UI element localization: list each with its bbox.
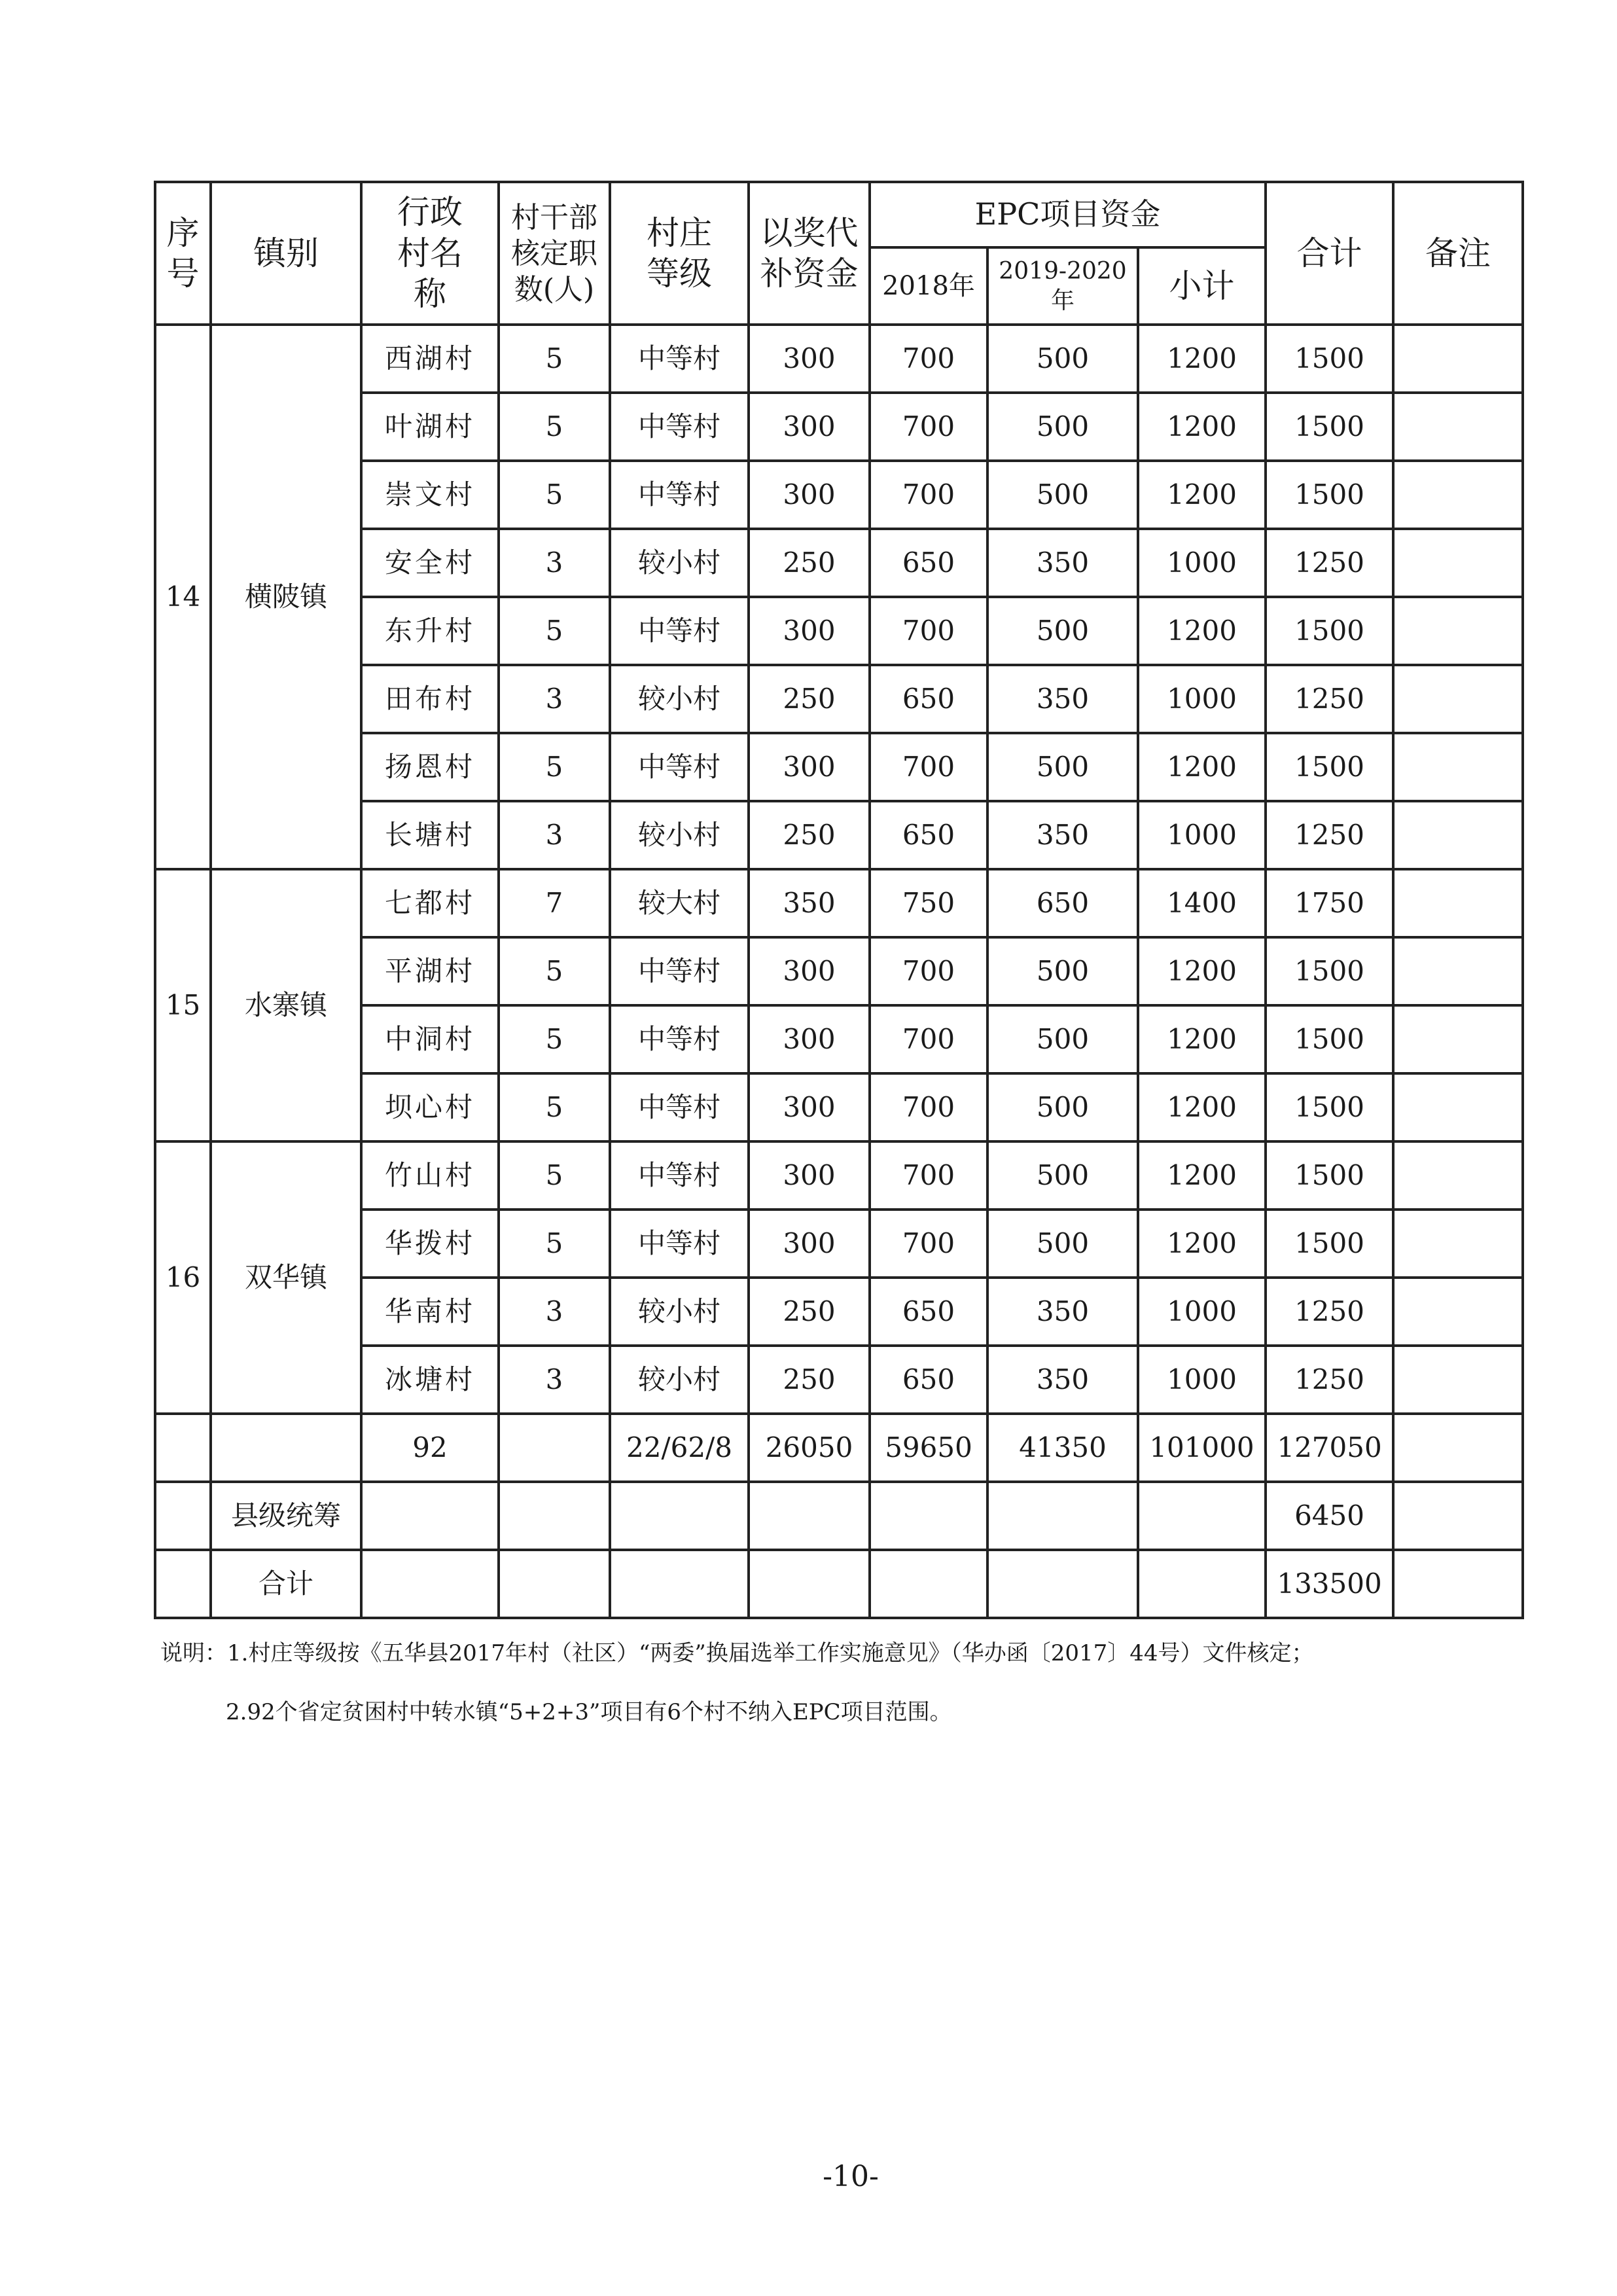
cell-village: 安全村 xyxy=(361,529,499,597)
cell-grade: 较大村 xyxy=(610,869,749,937)
table-row xyxy=(155,325,1523,393)
cell-village: 西湖村 xyxy=(361,325,499,393)
county-row xyxy=(155,1482,1523,1550)
cell-village: 长塘村 xyxy=(361,801,499,869)
cell-reward: 250 xyxy=(749,1346,870,1414)
cell-subtotal: 1200 xyxy=(1138,1210,1266,1278)
cell-cadres: 3 xyxy=(499,665,610,733)
county-label: 县级统筹 xyxy=(211,1482,361,1550)
cell-remark xyxy=(1393,937,1523,1005)
cell-grade: 中等村 xyxy=(610,733,749,801)
cell-reward: 250 xyxy=(749,1278,870,1346)
header-village: 行政村名称 xyxy=(361,182,499,325)
cell-total: 1500 xyxy=(1266,937,1393,1005)
grand-row xyxy=(155,1550,1523,1618)
header-seq: 序号 xyxy=(155,182,211,325)
cell-village: 七都村 xyxy=(361,869,499,937)
cell-total: 1500 xyxy=(1266,1073,1393,1141)
empty-cell xyxy=(870,1550,987,1618)
cell-village: 平湖村 xyxy=(361,937,499,1005)
cell-y2018: 700 xyxy=(870,1005,987,1073)
cell-y2018: 700 xyxy=(870,1141,987,1210)
header-grade: 村庄等级 xyxy=(610,182,749,325)
cell-y2018: 700 xyxy=(870,597,987,665)
cell-y2019: 500 xyxy=(987,1073,1138,1141)
cell-total: 1250 xyxy=(1266,801,1393,869)
cell-grade: 中等村 xyxy=(610,1005,749,1073)
cell-grade: 中等村 xyxy=(610,937,749,1005)
cell-remark xyxy=(1393,461,1523,529)
cell-cadres: 5 xyxy=(499,937,610,1005)
cell-grade: 中等村 xyxy=(610,1073,749,1141)
cell-total: 1500 xyxy=(1266,461,1393,529)
cell-y2018: 750 xyxy=(870,869,987,937)
cell-cadres: 7 xyxy=(499,869,610,937)
cell-remark xyxy=(1393,801,1523,869)
empty-cell xyxy=(211,1414,361,1482)
cell-remark xyxy=(1393,1005,1523,1073)
cell-subtotal: 1000 xyxy=(1138,665,1266,733)
cell-subtotal: 1000 xyxy=(1138,801,1266,869)
cell-grade: 较小村 xyxy=(610,529,749,597)
cell-y2018: 700 xyxy=(870,325,987,393)
cell-subtotal: 1200 xyxy=(1138,325,1266,393)
header-reward: 以奖代补资金 xyxy=(749,182,870,325)
cell-total: 1250 xyxy=(1266,529,1393,597)
cell-grade: 较小村 xyxy=(610,801,749,869)
cell-y2019: 500 xyxy=(987,1210,1138,1278)
empty-cell xyxy=(155,1482,211,1550)
empty-cell xyxy=(1138,1482,1266,1550)
cell-remark xyxy=(1393,869,1523,937)
empty-cell xyxy=(749,1482,870,1550)
table-body xyxy=(155,325,1523,1618)
cell-total: 1500 xyxy=(1266,597,1393,665)
cell-total: 1250 xyxy=(1266,1346,1393,1414)
cell-cadres: 3 xyxy=(499,801,610,869)
cell-y2018: 700 xyxy=(870,1210,987,1278)
cell-reward: 350 xyxy=(749,869,870,937)
cell-total: 1750 xyxy=(1266,869,1393,937)
cell-y2019: 350 xyxy=(987,1278,1138,1346)
cell-reward: 300 xyxy=(749,325,870,393)
cell-grade: 中等村 xyxy=(610,325,749,393)
cell-y2019: 350 xyxy=(987,801,1138,869)
cell-cadres: 5 xyxy=(499,461,610,529)
cell-y2018: 650 xyxy=(870,1278,987,1346)
cell-cadres: 5 xyxy=(499,1073,610,1141)
cell-reward: 300 xyxy=(749,733,870,801)
note-2: 2.92个省定贫困村中转水镇“5+2+3”项目有6个村不纳入EPC项目范围。 xyxy=(226,1699,952,1725)
empty-cell xyxy=(1393,1414,1523,1482)
cell-grade: 中等村 xyxy=(610,1210,749,1278)
cell-cadres: 5 xyxy=(499,393,610,461)
empty-cell xyxy=(1138,1550,1266,1618)
cell-y2019: 500 xyxy=(987,461,1138,529)
header-remark: 备注 xyxy=(1393,182,1523,325)
cell-cadres: 5 xyxy=(499,1005,610,1073)
cell-y2019: 500 xyxy=(987,1141,1138,1210)
cell-remark xyxy=(1393,665,1523,733)
cell-cadres: 5 xyxy=(499,1141,610,1210)
cell-village: 冰塘村 xyxy=(361,1346,499,1414)
cell-reward: 300 xyxy=(749,393,870,461)
cell-grade: 中等村 xyxy=(610,461,749,529)
group-town: 横陂镇 xyxy=(211,325,361,869)
summary-subtotal: 101000 xyxy=(1138,1414,1266,1482)
cell-village: 华拨村 xyxy=(361,1210,499,1278)
cell-cadres: 3 xyxy=(499,1346,610,1414)
cell-total: 1500 xyxy=(1266,1005,1393,1073)
cell-reward: 250 xyxy=(749,529,870,597)
cell-remark xyxy=(1393,393,1523,461)
page-number: -10- xyxy=(823,2160,879,2193)
header-epc: EPC项目资金 xyxy=(870,182,1266,247)
table-row xyxy=(155,1141,1523,1210)
cell-total: 1500 xyxy=(1266,393,1393,461)
header-cadres: 村干部核定职数(人) xyxy=(499,182,610,325)
cell-y2018: 650 xyxy=(870,1346,987,1414)
cell-subtotal: 1200 xyxy=(1138,393,1266,461)
cell-remark xyxy=(1393,597,1523,665)
group-town: 水寨镇 xyxy=(211,869,361,1141)
cell-subtotal: 1200 xyxy=(1138,937,1266,1005)
cell-subtotal: 1400 xyxy=(1138,869,1266,937)
cell-grade: 中等村 xyxy=(610,1141,749,1210)
cell-village: 田布村 xyxy=(361,665,499,733)
empty-cell xyxy=(361,1550,499,1618)
cell-remark xyxy=(1393,529,1523,597)
cell-y2019: 350 xyxy=(987,529,1138,597)
cell-remark xyxy=(1393,1278,1523,1346)
cell-reward: 300 xyxy=(749,1141,870,1210)
header-total: 合计 xyxy=(1266,182,1393,325)
cell-grade: 较小村 xyxy=(610,665,749,733)
cell-cadres: 5 xyxy=(499,597,610,665)
header-2019-2020: 2019-2020年 xyxy=(987,247,1138,325)
empty-cell xyxy=(361,1482,499,1550)
cell-subtotal: 1200 xyxy=(1138,1073,1266,1141)
cell-total: 1500 xyxy=(1266,1141,1393,1210)
header-town: 镇别 xyxy=(211,182,361,325)
cell-cadres: 5 xyxy=(499,1210,610,1278)
county-total: 6450 xyxy=(1266,1482,1393,1550)
empty-cell xyxy=(499,1414,610,1482)
cell-grade: 中等村 xyxy=(610,597,749,665)
cell-y2018: 650 xyxy=(870,665,987,733)
cell-y2019: 500 xyxy=(987,1005,1138,1073)
cell-total: 1500 xyxy=(1266,733,1393,801)
empty-cell xyxy=(499,1550,610,1618)
note-1: 说明：1.村庄等级按《五华县2017年村（社区）“两委”换届选举工作实施意见》（华办函〔2017〕44号）文件核定； xyxy=(160,1640,1314,1666)
cell-remark xyxy=(1393,325,1523,393)
empty-cell xyxy=(987,1482,1138,1550)
cell-reward: 300 xyxy=(749,1073,870,1141)
cell-y2019: 650 xyxy=(987,869,1138,937)
cell-remark xyxy=(1393,1073,1523,1141)
cell-y2019: 500 xyxy=(987,937,1138,1005)
cell-village: 竹山村 xyxy=(361,1141,499,1210)
cell-village: 中洞村 xyxy=(361,1005,499,1073)
cell-subtotal: 1200 xyxy=(1138,1141,1266,1210)
summary-total: 127050 xyxy=(1266,1414,1393,1482)
cell-remark xyxy=(1393,733,1523,801)
header-2018: 2018年 xyxy=(870,247,987,325)
cell-y2018: 650 xyxy=(870,529,987,597)
cell-subtotal: 1200 xyxy=(1138,733,1266,801)
empty-cell xyxy=(1393,1482,1523,1550)
empty-cell xyxy=(870,1482,987,1550)
cell-village: 东升村 xyxy=(361,597,499,665)
summary-villages: 92 xyxy=(361,1414,499,1482)
summary-row xyxy=(155,1414,1523,1482)
cell-grade: 较小村 xyxy=(610,1278,749,1346)
cell-grade: 较小村 xyxy=(610,1346,749,1414)
cell-cadres: 5 xyxy=(499,325,610,393)
cell-reward: 300 xyxy=(749,937,870,1005)
cell-total: 1500 xyxy=(1266,1210,1393,1278)
cell-y2019: 500 xyxy=(987,733,1138,801)
cell-cadres: 5 xyxy=(499,733,610,801)
empty-cell xyxy=(499,1482,610,1550)
cell-village: 崇文村 xyxy=(361,461,499,529)
cell-y2019: 500 xyxy=(987,325,1138,393)
cell-reward: 300 xyxy=(749,1005,870,1073)
cell-subtotal: 1200 xyxy=(1138,461,1266,529)
grand-label: 合计 xyxy=(211,1550,361,1618)
summary-reward: 26050 xyxy=(749,1414,870,1482)
cell-y2018: 700 xyxy=(870,1073,987,1141)
cell-reward: 300 xyxy=(749,461,870,529)
cell-y2018: 700 xyxy=(870,393,987,461)
cell-y2018: 700 xyxy=(870,937,987,1005)
cell-village: 华南村 xyxy=(361,1278,499,1346)
cell-subtotal: 1000 xyxy=(1138,529,1266,597)
cell-subtotal: 1200 xyxy=(1138,1005,1266,1073)
group-seq: 16 xyxy=(155,1141,211,1414)
empty-cell xyxy=(1393,1550,1523,1618)
summary-y2019: 41350 xyxy=(987,1414,1138,1482)
cell-reward: 300 xyxy=(749,1210,870,1278)
cell-remark xyxy=(1393,1346,1523,1414)
header-subtotal: 小计 xyxy=(1138,247,1266,325)
empty-cell xyxy=(610,1482,749,1550)
cell-grade: 中等村 xyxy=(610,393,749,461)
group-town: 双华镇 xyxy=(211,1141,361,1414)
table-row xyxy=(155,869,1523,937)
cell-total: 1500 xyxy=(1266,325,1393,393)
cell-y2019: 350 xyxy=(987,1346,1138,1414)
cell-y2018: 700 xyxy=(870,461,987,529)
empty-cell xyxy=(155,1550,211,1618)
empty-cell xyxy=(749,1550,870,1618)
cell-y2019: 500 xyxy=(987,393,1138,461)
cell-subtotal: 1200 xyxy=(1138,597,1266,665)
cell-total: 1250 xyxy=(1266,1278,1393,1346)
cell-subtotal: 1000 xyxy=(1138,1278,1266,1346)
summary-grade: 22/62/8 xyxy=(610,1414,749,1482)
empty-cell xyxy=(610,1550,749,1618)
cell-reward: 250 xyxy=(749,665,870,733)
cell-reward: 250 xyxy=(749,801,870,869)
funding-table xyxy=(154,181,1524,1619)
cell-y2018: 700 xyxy=(870,733,987,801)
empty-cell xyxy=(987,1550,1138,1618)
grand-total: 133500 xyxy=(1266,1550,1393,1618)
cell-y2019: 350 xyxy=(987,665,1138,733)
group-seq: 15 xyxy=(155,869,211,1141)
cell-reward: 300 xyxy=(749,597,870,665)
cell-village: 叶湖村 xyxy=(361,393,499,461)
cell-cadres: 3 xyxy=(499,1278,610,1346)
cell-remark xyxy=(1393,1141,1523,1210)
cell-village: 扬恩村 xyxy=(361,733,499,801)
empty-cell xyxy=(155,1414,211,1482)
cell-y2018: 650 xyxy=(870,801,987,869)
group-seq: 14 xyxy=(155,325,211,869)
cell-y2019: 500 xyxy=(987,597,1138,665)
cell-remark xyxy=(1393,1210,1523,1278)
cell-subtotal: 1000 xyxy=(1138,1346,1266,1414)
summary-y2018: 59650 xyxy=(870,1414,987,1482)
cell-cadres: 3 xyxy=(499,529,610,597)
header-row-1 xyxy=(155,182,1523,247)
cell-village: 坝心村 xyxy=(361,1073,499,1141)
cell-total: 1250 xyxy=(1266,665,1393,733)
